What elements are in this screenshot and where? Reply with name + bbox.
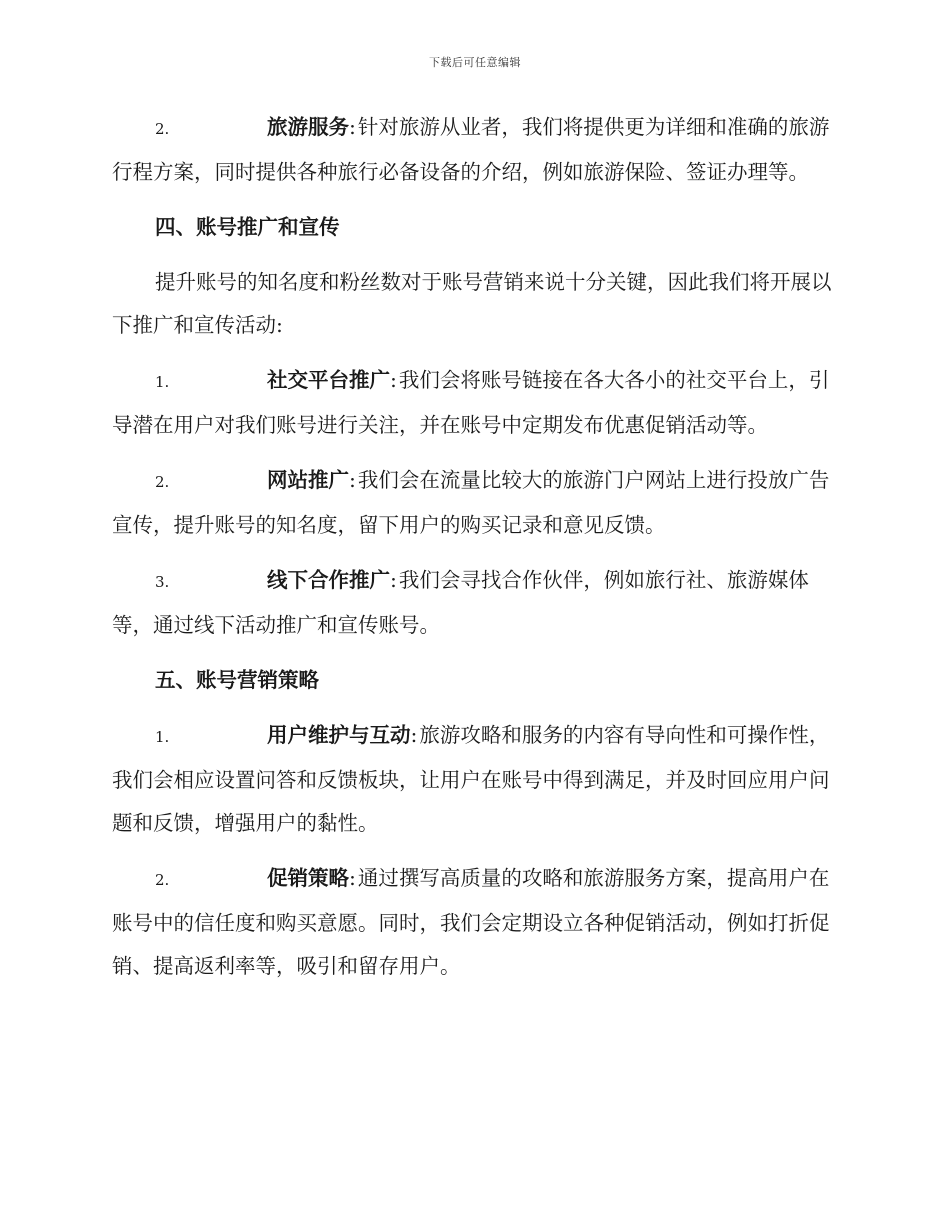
document-body [112, 106, 837, 1000]
item-label: 网站推广 [267, 468, 349, 492]
item-text: 我们会寻找合作伙伴，例如旅行社、旅游媒体等，通过线下活动推广和宣传账号。 [112, 568, 809, 637]
item-text: 针对旅游从业者，我们将提供更为详细和准确的旅游行程方案，同时提供各种旅行必备设备的介绍，例如旅游保险、签证办理等。 [112, 115, 830, 184]
item-colon: : [410, 723, 418, 747]
item-label: 旅游服务 [267, 115, 349, 139]
list-number: 2. [155, 473, 170, 491]
list-item-travel-service [112, 106, 837, 194]
list-item-sales-strategy [112, 857, 837, 988]
list-number: 2. [155, 871, 170, 889]
item-text: 通过撰写高质量的攻略和旅游服务方案，提高用户在账号中的信任度和购买意愿。同时，我们会定期设立各种促销活动，例如打折促销、提高返利率等，吸引和留存用户。 [112, 866, 830, 978]
item-colon: : [349, 866, 356, 890]
item-text: 旅游攻略和服务的内容有导向性和可操作性，我们会相应设置问答和反馈板块，让用户在账号中得到满足，并及时回应用户问题和反馈，增强用户的黏性。 [112, 723, 830, 835]
item-colon: : [390, 368, 397, 392]
paragraph-promotion-intro: 提升账号的知名度和粉丝数对于账号营销来说十分关键，因此我们将开展以下推广和宣传活动: [112, 270, 832, 337]
item-colon: : [349, 115, 356, 139]
list-number: 1. [155, 728, 170, 746]
item-label: 线下合作推广 [267, 568, 390, 592]
list-item-social-promotion [112, 359, 837, 447]
list-number: 3. [155, 573, 170, 591]
item-text: 我们会在流量比较大的旅游门户网站上进行投放广告宣传，提升账号的知名度，留下用户的购买记录和意见反馈。 [112, 468, 830, 537]
item-label: 用户维护与互动 [267, 723, 411, 747]
item-colon: : [349, 468, 356, 492]
list-number: 1. [155, 373, 170, 391]
item-label: 社交平台推广 [267, 368, 390, 392]
item-colon: : [390, 568, 397, 592]
item-label: 促销策略 [267, 866, 349, 890]
section-heading-promotion: 四、账号推广和宣传 [155, 215, 340, 239]
page-header: 下载后可任意编辑 [429, 56, 521, 69]
list-number: 2. [155, 120, 170, 138]
list-item-website-promotion [112, 459, 837, 547]
section-heading-marketing: 五、账号营销策略 [155, 668, 319, 692]
item-text: 我们会将账号链接在各大各小的社交平台上，引导潜在用户对我们账号进行关注，并在账号中定期发布优惠促销活动等。 [112, 368, 830, 437]
list-item-offline-promotion [112, 559, 837, 647]
list-item-user-engagement [112, 714, 837, 845]
